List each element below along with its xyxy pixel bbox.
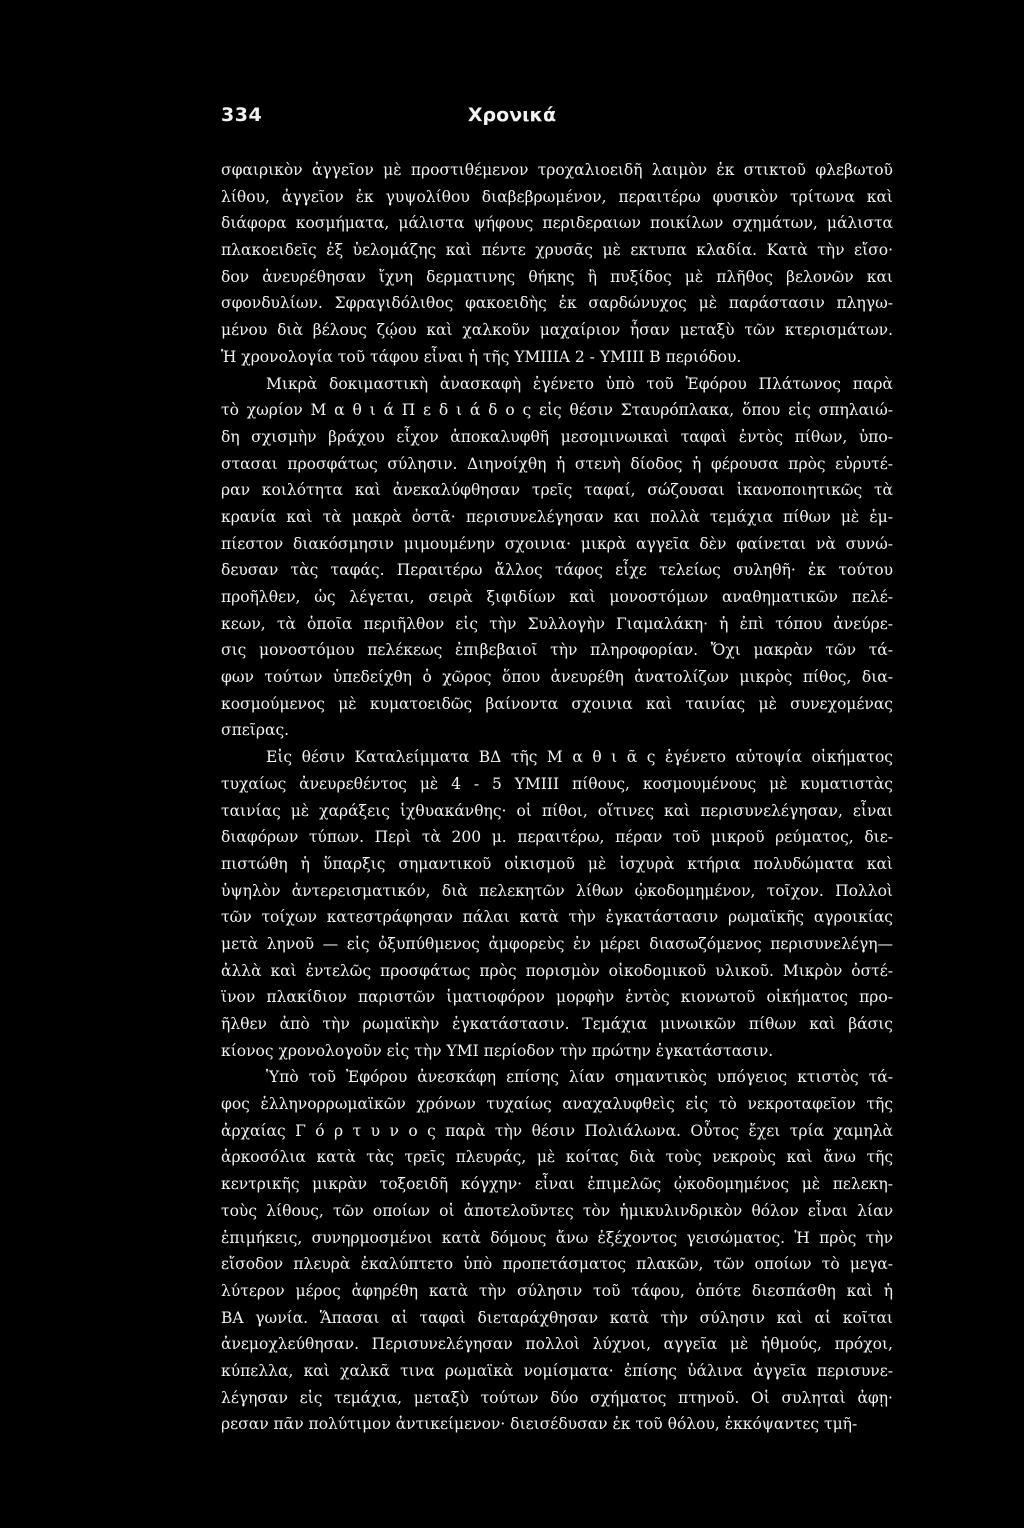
text-line: εἴσοδον πλευρὰ ἐκαλύπτετο ὑπὸ προπετάσματος πλακῶν, τῶν οποίων τὸ μεγα- [221,1255,893,1274]
text-line: Μικρὰ δοκιμαστικὴ ἀνασκαφὴ ἐγένετο ὑπὸ τοῦ Ἐφόρου Πλάτωνος παρὰ [266,374,893,393]
text-line: φων τούτων ὑπεδείχθη ὁ χῶρος ὅπου ἀνευρέθη ἀνατολίζων μικρὸς πίθος, δια- [221,668,893,687]
text-line: κίονος χρονολογοῦν εἰς τὴν ΥΜΙ περίοδον τὴν πρώτην ἐγκατάστασιν. [221,1041,774,1060]
text-line: ρεσαν πᾶν πολύτιμον ἀντικείμενον· διεισέδυσαν ἐκ τοῦ θόλου, ἐκκόψαντες τμῆ- [221,1415,858,1434]
text-line: κεων, τὰ ὁποῖα περιῆλθον εἰς τὴν Συλλογὴν Γιαμαλάκη· ἡ ἐπὶ τόπου ἀνεύρε- [221,614,893,633]
text-line: μετὰ ληνοῦ — εἰς ὀξυπύθμενος ἀμφορεὺς ἐν μέρει διασωζόμενος περισυνελέγη— [221,934,893,953]
text-line: ραν κοιλότητα καὶ ἀνεκαλύφθησαν τρεῖς ταφαί, σώζουσαι ἱκανοποιητικῶς τὰ [221,481,893,500]
text-line: φος ἑλληνορρωμαϊκῶν χρόνων τυχαίως αναχαλυφθεὶς εἰς τὸ νεκροταφεῖον τῆς [221,1095,893,1114]
text-line: δευσαν τὰς ταφάς. Περαιτέρω ἄλλος τάφος εἶχε τελείως συληθῆ· ἐκ τούτου [221,561,893,580]
text-line: Ἡ χρονολογία τοῦ τάφου εἶναι ἡ τῆς ΥΜΙΙΙΑ 2 - ΥΜΙΙΙ Β περιόδου. [221,347,742,366]
text-line: σπεῖρας. [221,721,290,740]
text-line: λίθου, ἀγγεῖον ἐκ γυψολίθου διαβεβρωμένον, περαιτέρω φυσικὸν τρίτωνα καὶ [221,187,893,206]
text-line: κοσμούμενος μὲ κυματοειδῶς βαίνοντα σχοινια καὶ ταινίας μὲ συνεχομένας [221,694,893,713]
text-line: κρανία καὶ τὰ μακρὰ ὀστᾶ· περισυνελέγησαν και πολλὰ τεμάχια πίθων μὲ ἐμ- [221,507,893,526]
text-line: δον ἀνευρέθησαν ἴχνη δερματινης θήκης ἢ πυξίδος μὲ πλῆθος βελονῶν και [221,267,893,286]
text-line: προῆλθεν, ὡς λέγεται, σειρὰ ξιφιδίων καὶ μονοστόμων αναθηματικῶν πελέ- [221,588,893,606]
text-line: τῶν τοίχων κατεστράφησαν πάλαι κατὰ τὴν ἐγκατάστασιν ρωμαϊκῆς αγροικίας [221,908,893,927]
text-line: τυχαίως ἀνευρεθέντος μὲ 4 - 5 ΥΜΙΙΙ πίθους, κοσμουμένους μὲ κυματιστὰς [221,774,893,793]
text-line: σφονδυλίων. Σφραγιδόλιθος φακοειδὴς ἐκ σαρδώνυχος μὲ παράστασιν πληγω- [221,294,893,313]
text-line: κύπελλα, καὶ χαλκᾶ τινα ρωμαϊκὰ νομίσματα· ἐπίσης ὑάλινα ἀγγεῖα περισυνε- [221,1361,893,1380]
text-line: σις μονοστόμου πελέκεως ἐπιβεβαιοῖ τὴν πληροφορίαν. Ὄχι μακρὰν τῶν τά- [221,641,893,660]
text-line: ἀλλὰ καὶ ἐντελῶς προσφάτως πρὸς πορισμὸν οἰκοδομικοῦ υλικοῦ. Μικρὸν ὀστέ- [221,961,893,980]
text-line: ἀνεμοχλεύθησαν. Περισυνελέγησαν πολλοὶ λύχνοι, αγγεῖα μὲ ἠθμούς, πρόχοι, [221,1335,893,1354]
text-line: διάφορα κοσμήματα, μάλιστα ψήφους περιδεραιων ποικίλων σχημάτων, μάλιστα [221,214,893,233]
text-line: Εἰς θέσιν Καταλείμματα ΒΔ τῆς Μ α θ ι ᾶ ς ἐγένετο αὐτοψία οἰκήματος [266,748,893,767]
text-line: ἀρχαίας Γ ό ρ τ υ ν ο ς παρὰ τὴν θέσιν Πολιάλωνα. Οὗτος ἔχει τρία χαμηλὰ [221,1121,893,1140]
text-line: στασαι προσφάτως σύλησιν. Διηνοίχθη ἡ στενὴ δίοδος ἡ φέρουσα πρὸς εὐρυτέ- [221,454,893,473]
text-line: διαφόρων τύπων. Περὶ τὰ 200 μ. περαιτέρω, πέραν τοῦ μικροῦ ρεύματος, διε- [221,828,893,847]
text-line: ϊνον πλακίδιον παριστῶν ἱματιοφόρον μορφὴν ἐντὸς κιονωτοῦ οἰκήματος προ- [221,988,893,1007]
text-line: ἀρκοσόλια κατὰ τὰς τρεῖς πλευράς, μὲ κοίτας διὰ τοὺς νεκροὺς καὶ ἄνω τῆς [221,1148,893,1167]
text-line: ταινίας μὲ χαράξεις ἰχθυακάνθης· οἱ πίθοι, οἵτινες καὶ περισυνελέγησαν, εἶναι [221,801,893,820]
text-body [221,157,893,1438]
text-line: λέγησαν εἰς τεμάχια, μεταξὺ τούτων δύο σχήματος πτηνοῦ. Οἱ συληταὶ ἀφῃ· [221,1388,893,1407]
text-line: λύτερον μέρος ἀφηρέθη κατὰ τὴν σύλησιν τοῦ τάφου, ὁπότε διεσπάσθη καὶ ἡ [221,1281,893,1300]
text-line: πιστώθη ἡ ὕπαρξις σημαντικοῦ οἰκισμοῦ μὲ ἰσχυρὰ κτήρια πολυδώματα καὶ [221,854,893,873]
text-line: ὑψηλὸν ἀντερεισματικόν, διὰ πελεκητῶν λίθων ᾠκοδομημένον, τοῖχον. Πολλοὶ [221,881,893,900]
text-line: Ὑπὸ τοῦ Ἐφόρου ἀνεσκάφη επίσης λίαν σημαντικὸς υπόγειος κτιστὸς τά- [266,1068,893,1087]
page-header [0,104,1024,134]
text-line: μένου διὰ βέλους ζῴου καὶ χαλκοῦν μαχαίριον ἦσαν μεταξὺ τῶν κτερισμάτων. [221,321,893,340]
text-line: κεντρικῆς μικρὰν τοξοειδῆ κόγχην· εἶναι ἐπιμελῶς ᾠκοδομημένος μὲ πελεκη- [221,1175,893,1194]
text-line: τὸ χωρίον Μ α θ ι ά Π ε δ ι ά δ ο ς εἰς θέσιν Σταυρόπλακα, ὅπου εἰς σπηλαιώ- [221,401,893,420]
text-line: σφαιρικὸν ἀγγεῖον μὲ προστιθέμενον τροχαλιοειδῆ λαιμὸν ἐκ στικτοῦ φλεβωτοῦ [221,161,893,179]
text-line: πίεστον διακόσμησιν μιμουμένην σχοινια· μικρὰ αγγεῖα δὲν φαίνεται νὰ συνώ- [221,534,893,553]
page-number: 334 [221,104,263,126]
text-line: δη σχισμὴν βράχου εἶχον ἀποκαλυφθῆ μεσομινωικαὶ ταφαὶ ἐντὸς πίθων, ὑπο- [221,427,893,446]
text-line: τοὺς λίθους, τῶν οποίων οἱ ἀποτελοῦντες τὸν ἡμικυλινδρικὸν θόλον εἶναι λίαν [221,1201,893,1220]
text-line: πλακοειδεῖς ἐξ ὑελομάζης καὶ πέντε χρυσᾶς μὲ εκτυπα κλαδία. Κατὰ τὴν εἴσο· [221,241,893,260]
running-title: Χρονικά [467,104,557,126]
text-line: ΒΑ γωνία. Ἅπασαι αἱ ταφαὶ διεταράχθησαν κατὰ τὴν σύλησιν καὶ αἱ κοῖται [221,1308,893,1327]
text-line: ἐπιμήκεις, συνηρμοσμένοι κατὰ δόμους ἄνω ἐξέχοντος γεισώματος. Ἡ πρὸς τὴν [221,1228,893,1247]
text-line: ῆλθεν ἀπὸ τὴν ρωμαϊκὴν ἐγκατάστασιν. Τεμάχια μινωικῶν πίθων καὶ βάσις [221,1015,893,1033]
